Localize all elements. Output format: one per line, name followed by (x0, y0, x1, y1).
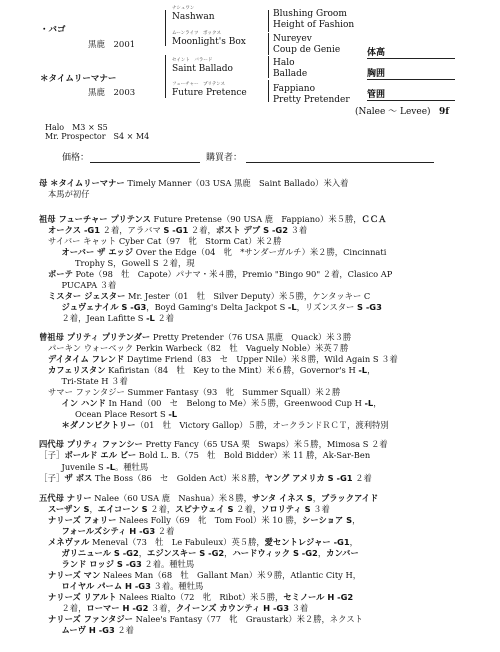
gen3-name: Blushing Groom (273, 9, 347, 19)
gen3-name: Nureyev (273, 34, 312, 44)
height-label: 体高 (367, 48, 386, 58)
record-line: カフェリスタン Kafiristan（84 牡 Key to the Mint）米６勝，Governor's H -L， (48, 365, 376, 375)
bracket-line (268, 56, 269, 78)
section-heading: 母 ＊タイムリーマナー Timely Manner（03 USA 黒鹿 Saint Ballado）米入着 (39, 178, 349, 188)
record-line: ナリーズ フォリー Nalees Folly（69 牝 Tom Fool）米 10 勝，シーショア S， (48, 515, 361, 525)
gen2-name: Future Pretence (172, 88, 247, 98)
record-line: ミスター ジェスター Mr. Jester（01 牡 Silver Deputy）米５勝，ケンタッキー C (48, 291, 371, 301)
record-line: ［子］ボールド エル ビー Bold L. B.（75 牡 Bold Bidder）米 11 勝，Ak-Sar-Ben (39, 450, 371, 461)
record-line: パーキン ウォーベック Perkin Warbeck（82 牡 Vaguely Noble）米英７勝 (48, 343, 349, 353)
gen3-name: Pretty Pretender (273, 95, 350, 105)
gen3-name: Coup de Genie (273, 45, 341, 55)
cannon-label: 管囲 (367, 90, 386, 100)
gen3-name: Ballade (273, 69, 308, 79)
gen2-ruby: ナシュワン (172, 6, 195, 11)
family-record (39, 170, 494, 636)
record-line: ナリーズ リアルト Nalees Rialto（72 牝 Ribot）米５勝，セミノール H -G2 (48, 592, 354, 602)
section-5 (39, 493, 494, 636)
price-label: 価格： (62, 153, 90, 163)
record-line: ムーヴ H -G3 ２着 (61, 625, 134, 635)
record-line: Trophy S，Gowell S ２着，現 (75, 258, 195, 268)
bracket-line (165, 55, 166, 98)
record-line: ランド ロッジ S -G3 ２着。種牡馬 (61, 559, 195, 569)
record-line: Tri-State H ３着 (61, 376, 128, 386)
dam-color-year: 黒鹿 2003 (88, 88, 136, 98)
gen2-name: Nashwan (172, 12, 215, 22)
bracket-line (268, 33, 269, 55)
record-line: ポーテ Pote（98 牡 Capote）パナマ・米４勝，Premio "Bingo 90" ２着，Clasico AP (48, 269, 393, 279)
gen2-name: Moonlight's Box (172, 37, 246, 47)
gen3-name: Fappiano (273, 84, 315, 94)
section-2 (39, 214, 494, 324)
gen2-ruby: ムーンライツ ボックス (172, 31, 222, 36)
record-line: ナリーズ マン Nalees Man（68 牡 Gallant Man）米９勝，Atlantic City H， (48, 570, 362, 580)
buyer-label: 購買者： (206, 153, 243, 163)
section-4 (39, 439, 494, 485)
gen3-name: Halo (273, 58, 295, 68)
record-line: メネヴァル Meneval（73 牡 Le Fabuleux）英５勝，愛セントレジャー -G1， (48, 537, 358, 547)
record-line: PUCAPA ３着 (61, 280, 117, 290)
family-label: (Nalee ～ Levee) (355, 107, 431, 117)
bracket-line (165, 10, 166, 46)
dam-name: ＊タイムリーマナー (40, 74, 117, 84)
height-field[interactable] (367, 58, 455, 59)
gen2-name: Saint Ballado (172, 64, 233, 74)
record-line: Juvenile S -L。種牡馬 (61, 462, 149, 472)
inbreeding-line: Mr. Prospector S4 × M4 (45, 132, 150, 141)
record-line: イン ハンド In Hand（00 セ Belong to Me）米５勝，Greenwood Cup H -L， (61, 398, 382, 408)
record-line: サマー ファンタジー Summer Fantasy（93 牝 Summer Squall）米２勝 (48, 387, 341, 397)
record-line: デイタイム フレンド Daytime Friend（83 セ Upper Nile）米８勝，Wild Again S ３着 (48, 354, 398, 364)
record-line: スーザン S，エイコーン S ２着，スピナウェイ S ２着，ソロリティ S ３着 (48, 504, 330, 514)
cannon-field[interactable] (367, 100, 455, 101)
record-line: サイバー キャット Cyber Cat（97 牝 Storm Cat）米２勝 (48, 236, 282, 246)
record-line: ２着，Jean Lafitte S -L ２着 (61, 313, 175, 323)
gen2-ruby: セイント バラード (172, 58, 213, 63)
record-line: Ocean Place Resort S -L (75, 409, 178, 419)
gen2-ruby: フューチャー プリテンス (172, 82, 226, 87)
bracket-line (268, 10, 269, 32)
buyer-field[interactable] (246, 162, 434, 163)
chest-field[interactable] (367, 79, 455, 80)
family-number: 9f (439, 107, 450, 117)
section-3 (39, 332, 494, 431)
record-line: ２着，ローマー H -G2 ３着，クイーンズ カウンティ H -G3 ３着 (61, 603, 309, 613)
record-line: オーバー ザ エッジ Over the Edge（04 牝 *サンダーガルチ）米２勝，Cincinnati (61, 247, 387, 257)
bracket-line (268, 80, 269, 102)
section-heading: 五代母 ナリー Nalee（60 USA 鹿 Nashua）米８勝，サンタ イネス S，ブラックアイド (39, 493, 379, 503)
record-line: ロイヤル パーム H -G3 ３着。種牡馬 (61, 581, 204, 591)
record-line: ガリニュール S -G2，エジンスキー S -G2，ハードウィック S -G2，カンバー (61, 548, 359, 558)
record-line: ［子］ザ ボス The Boss（86 セ Golden Act）米８勝，ヤング アメリカ S -G1 ２着 (39, 473, 372, 484)
section-heading: 祖母 フューチャー プリテンス Future Pretense（90 USA 鹿 Fappiano）米５勝，ＣＣＡ (39, 214, 387, 224)
record-line: オークス -G1 ２着，アラバマ S -G1 ２着，ボスト デブ S -G2 ３着 (48, 225, 308, 235)
record-line: フォールズシティ H -G3 ２着 (61, 526, 175, 536)
sire-name: ・バゴ (40, 25, 66, 35)
price-field[interactable] (90, 162, 200, 163)
record-line: ジュヴェナイル S -G3，Boyd Gaming's Delta Jackpot S -L，リズンスター S -G3 (61, 302, 382, 312)
record-line: 本馬が初仔 (48, 189, 90, 199)
record-line: ナリーズ ファンタジー Nalee's Fantasy（77 牝 Graustark）米２勝，ネクスト (48, 614, 363, 624)
gen3-name: Height of Fashion (273, 20, 355, 30)
sire-color-year: 黒鹿 2001 (88, 40, 136, 50)
inbreeding-line: Halo M3 × S5 (45, 123, 108, 132)
section-heading: 曾祖母 プリティ プリテンダー Pretty Pretender（76 USA 黒鹿 Quack）米３勝 (39, 332, 352, 342)
chest-label: 胸囲 (367, 69, 386, 79)
section-heading: 四代母 プリティ ファンシー Pretty Fancy（65 USA 栗 Swaps）米５勝，Mimosa S ２着 (39, 439, 388, 449)
record-line: ＊ダノンビクトリー（01 牡 Victory Gallop）５勝，オークランドＲＣＴ，渡利特別 (61, 420, 389, 430)
section-1 (39, 178, 494, 200)
